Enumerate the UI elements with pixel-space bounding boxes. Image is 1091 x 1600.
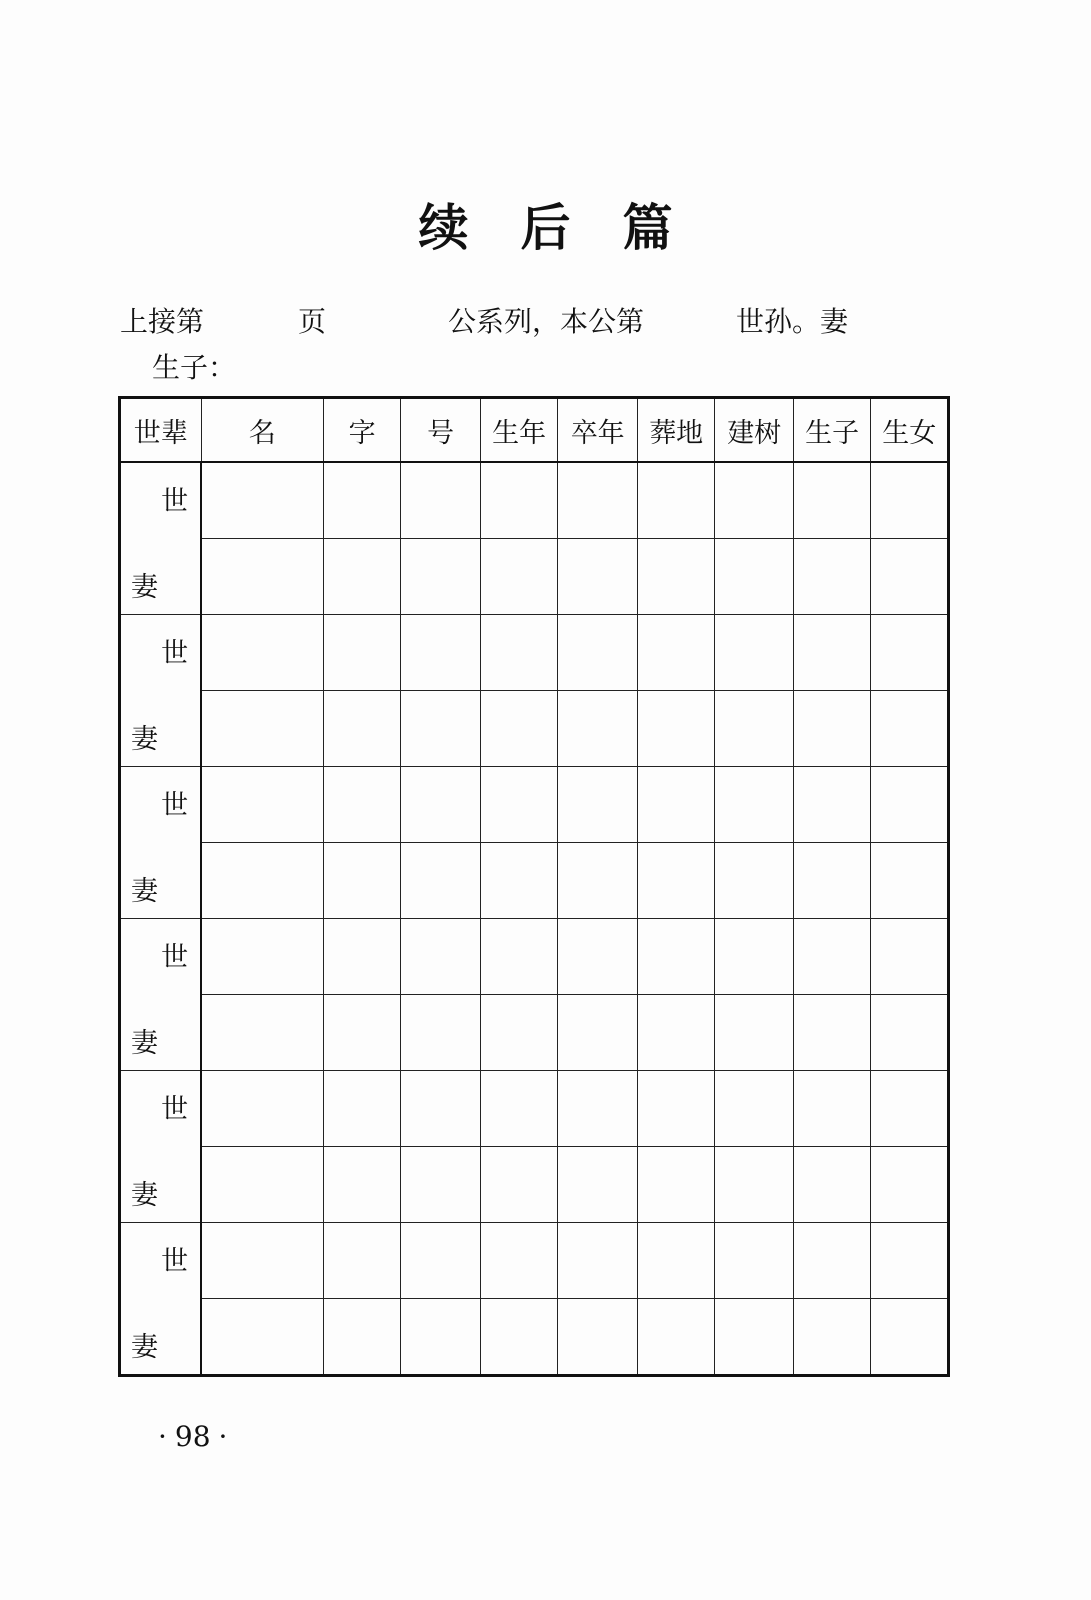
table-cell — [401, 1223, 481, 1299]
column-header: 生年 — [480, 398, 557, 463]
table-cell — [480, 1223, 557, 1299]
column-header: 号 — [401, 398, 481, 463]
column-header: 世辈 — [120, 398, 202, 463]
table-cell — [480, 1299, 557, 1376]
table-cell — [323, 615, 400, 691]
header-text-shisun: 世孙。妻 — [736, 305, 849, 338]
table-cell — [715, 767, 794, 843]
table-cell — [480, 615, 557, 691]
table-row — [120, 843, 949, 919]
table-cell — [558, 919, 638, 995]
table-cell — [558, 1071, 638, 1147]
table-cell — [715, 1071, 794, 1147]
table-cell — [323, 767, 400, 843]
table-cell — [201, 462, 323, 539]
header-line-2: 生子： — [152, 351, 237, 384]
column-header: 字 — [323, 398, 400, 463]
table-cell — [793, 615, 870, 691]
table-cell — [480, 919, 557, 995]
table-cell — [871, 767, 949, 843]
table-cell — [558, 1147, 638, 1223]
table-cell — [871, 1147, 949, 1223]
table-cell — [323, 539, 400, 615]
table-cell — [201, 1223, 323, 1299]
table-cell — [401, 539, 481, 615]
table-row — [120, 767, 949, 843]
table-body — [120, 462, 949, 1376]
table-cell — [323, 691, 400, 767]
table-cell — [323, 1147, 400, 1223]
table-cell — [637, 1223, 714, 1299]
table-cell — [637, 767, 714, 843]
table-cell — [201, 691, 323, 767]
table-cell — [323, 843, 400, 919]
generation-label: 世 — [161, 486, 189, 517]
table-cell — [871, 1223, 949, 1299]
table-cell — [715, 995, 794, 1071]
table-header-row — [120, 398, 949, 463]
wife-label: 妻 — [131, 724, 158, 755]
wife-label: 妻 — [131, 1028, 158, 1059]
table-cell — [871, 995, 949, 1071]
header-text-ye: 页 — [298, 305, 327, 338]
table-cell — [715, 1147, 794, 1223]
table-cell — [401, 919, 481, 995]
table-cell — [637, 919, 714, 995]
table-cell — [793, 691, 870, 767]
table-cell — [793, 1223, 870, 1299]
wife-label: 妻 — [131, 572, 158, 603]
table-cell — [201, 1299, 323, 1376]
table-cell — [793, 1147, 870, 1223]
table-cell — [793, 462, 870, 539]
table-cell — [401, 1071, 481, 1147]
wife-label: 妻 — [131, 1332, 158, 1363]
table-cell — [637, 843, 714, 919]
generation-label: 世 — [161, 790, 189, 821]
table-cell — [637, 539, 714, 615]
table-row — [120, 1299, 949, 1376]
table-cell — [401, 462, 481, 539]
table-cell — [201, 995, 323, 1071]
table-cell — [793, 767, 870, 843]
table-cell — [480, 1147, 557, 1223]
table-cell — [480, 691, 557, 767]
table-row — [120, 1147, 949, 1223]
generation-cell — [120, 767, 202, 919]
page-number-value: 98 — [174, 1420, 211, 1453]
table-cell — [401, 1299, 481, 1376]
header-text-shangjie: 上接第 — [120, 305, 205, 338]
table-cell — [871, 462, 949, 539]
table-cell — [871, 691, 949, 767]
table-cell — [401, 1147, 481, 1223]
table-cell — [201, 615, 323, 691]
table-cell — [637, 1071, 714, 1147]
table-cell — [323, 462, 400, 539]
table-row — [120, 1071, 949, 1147]
table-cell — [637, 615, 714, 691]
table-cell — [201, 1147, 323, 1223]
generation-cell — [120, 1071, 202, 1223]
generation-label: 世 — [161, 638, 189, 669]
column-header: 生女 — [871, 398, 949, 463]
table-cell — [401, 615, 481, 691]
generation-cell — [120, 462, 202, 615]
table-cell — [715, 1299, 794, 1376]
table-cell — [793, 1071, 870, 1147]
table-cell — [715, 919, 794, 995]
wife-label: 妻 — [131, 1180, 158, 1211]
table-row — [120, 691, 949, 767]
generation-cell — [120, 919, 202, 1071]
table-cell — [871, 843, 949, 919]
table-cell — [480, 995, 557, 1071]
genealogy-table — [118, 396, 950, 1377]
table-cell — [201, 1071, 323, 1147]
header-text-gongxilie: 公系列，本公第 — [448, 305, 645, 338]
table-cell — [201, 767, 323, 843]
table-cell — [201, 843, 323, 919]
table-cell — [480, 1071, 557, 1147]
table-cell — [201, 919, 323, 995]
table-cell — [715, 1223, 794, 1299]
wife-label: 妻 — [131, 876, 158, 907]
table-cell — [558, 462, 638, 539]
table-row — [120, 995, 949, 1071]
table-cell — [793, 1299, 870, 1376]
table-cell — [201, 539, 323, 615]
generation-cell — [120, 615, 202, 767]
generation-label: 世 — [161, 1246, 189, 1277]
table-cell — [871, 615, 949, 691]
table-cell — [715, 462, 794, 539]
table-cell — [558, 1299, 638, 1376]
table-row — [120, 462, 949, 539]
table-cell — [793, 539, 870, 615]
column-header: 名 — [201, 398, 323, 463]
table-cell — [558, 691, 638, 767]
page-number-dot: · — [158, 1420, 167, 1453]
table-cell — [715, 615, 794, 691]
table-cell — [323, 1299, 400, 1376]
table-cell — [401, 995, 481, 1071]
page-title: 续后篇 — [418, 199, 725, 257]
table-cell — [793, 995, 870, 1071]
table-cell — [715, 691, 794, 767]
table-cell — [871, 919, 949, 995]
column-header: 卒年 — [558, 398, 638, 463]
generation-label: 世 — [161, 1094, 189, 1125]
table-cell — [480, 539, 557, 615]
column-header: 葬地 — [637, 398, 714, 463]
table-cell — [401, 843, 481, 919]
generation-label: 世 — [161, 942, 189, 973]
table-cell — [558, 1223, 638, 1299]
header-line-1 — [120, 300, 880, 336]
table-cell — [558, 615, 638, 691]
table-cell — [558, 767, 638, 843]
table-cell — [715, 843, 794, 919]
table-cell — [637, 462, 714, 539]
table-cell — [871, 1299, 949, 1376]
generation-cell — [120, 1223, 202, 1376]
table-cell — [401, 767, 481, 843]
table-cell — [480, 767, 557, 843]
table-cell — [871, 1071, 949, 1147]
table-cell — [871, 539, 949, 615]
table-cell — [480, 843, 557, 919]
page-number-dot: · — [218, 1420, 228, 1453]
table-row — [120, 539, 949, 615]
page-number — [150, 1420, 235, 1453]
table-cell — [401, 691, 481, 767]
column-header: 生子 — [793, 398, 870, 463]
table-cell — [480, 462, 557, 539]
table-row — [120, 919, 949, 995]
table-cell — [558, 843, 638, 919]
column-header: 建树 — [715, 398, 794, 463]
table-cell — [793, 843, 870, 919]
table-cell — [558, 995, 638, 1071]
table-cell — [637, 995, 714, 1071]
table-row — [120, 615, 949, 691]
table-cell — [793, 919, 870, 995]
table-cell — [637, 1147, 714, 1223]
table-cell — [323, 1071, 400, 1147]
table-cell — [637, 1299, 714, 1376]
table-cell — [637, 691, 714, 767]
table-cell — [323, 1223, 400, 1299]
table-cell — [715, 539, 794, 615]
table-cell — [323, 919, 400, 995]
table-cell — [323, 995, 400, 1071]
table-cell — [558, 539, 638, 615]
table-row — [120, 1223, 949, 1299]
